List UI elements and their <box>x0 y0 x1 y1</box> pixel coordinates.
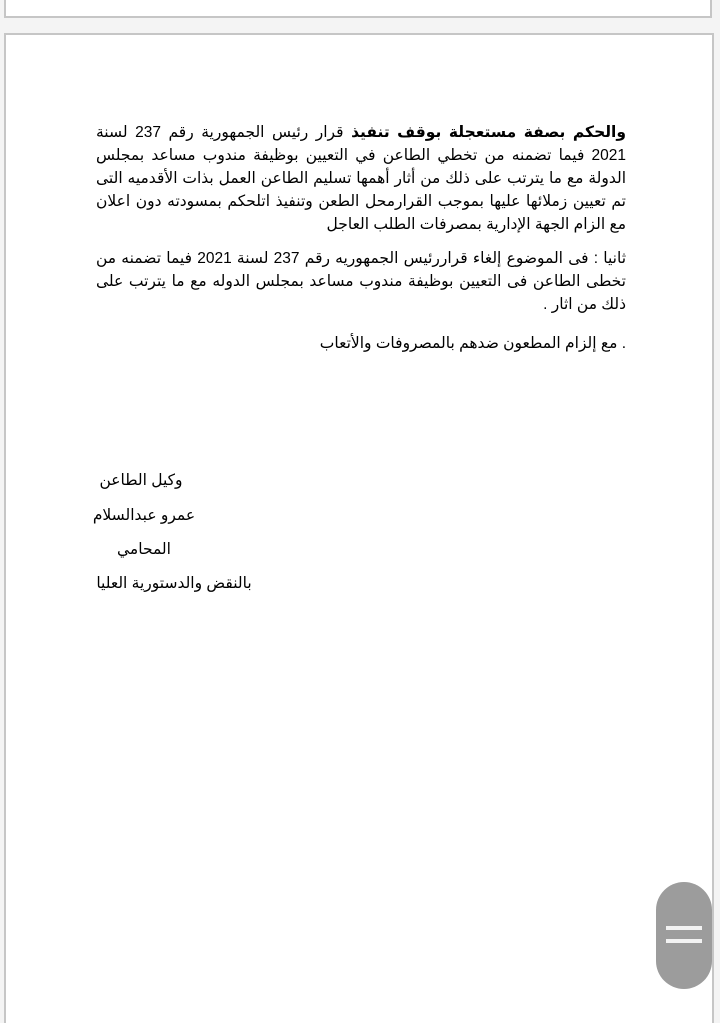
scroll-handle[interactable] <box>656 882 712 989</box>
paragraph-body: قرار رئيس الجمهورية رقم 237 لسنة 2021 فيما تضمنه من تخطي الطاعن في التعيين بوظيفة مندوب مساعد بمجلس الدولة مع ما يترتب على ذلك من أثار أهمها تسليم الطاعن العمل بذات الأقدميه التى تم تعيين زملائها عليها بموجب القرارمحل الطعن وتنفيذ اتلحكم بمسودته دون اعلان مع الزام الجهة الإدارية بمصرفات الطلب العاجل <box>96 124 626 233</box>
document-page <box>4 33 714 1023</box>
signature-profession: المحامي <box>117 541 171 558</box>
drag-handle-icon <box>666 939 702 943</box>
paragraph-costs: . مع إلزام المطعون ضدهم بالمصروفات والأتعاب <box>319 335 626 352</box>
bold-lead-text: والحكم بصفة مستعجلة بوقف تنفيذ <box>351 124 627 141</box>
signature-title: وكيل الطاعن <box>99 472 183 489</box>
signature-name: عمرو عبدالسلام <box>92 507 196 524</box>
previous-page <box>4 0 712 18</box>
paragraph-urgent-request <box>96 121 626 236</box>
paragraph-second-request: ثانيا : فى الموضوع إلغاء قراررئيس الجمهوريه رقم 237 لسنة 2021 فيما تضمنه من تخطى الطاعن فى التعيين بوظيفة مندوب مساعد بمجلس الدوله مع ما يترتب على ذلك من اثار . <box>96 250 627 313</box>
signature-court: بالنقض والدستورية العليا <box>96 575 252 592</box>
drag-handle-icon <box>666 926 702 930</box>
